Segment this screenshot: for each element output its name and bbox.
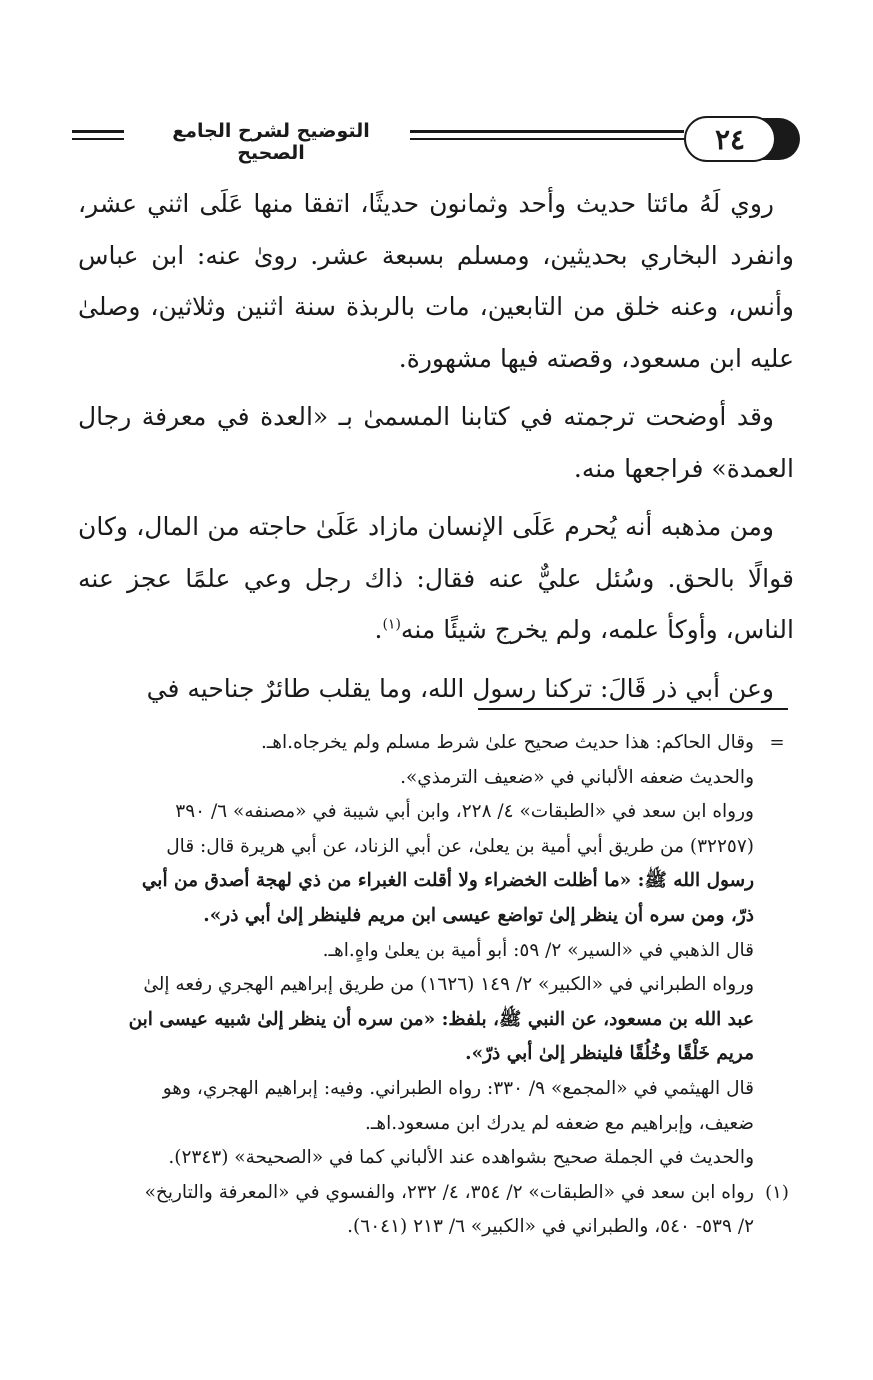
footnote-line: رسول الله ﷺ: «ما أظلت الخضراء ولا أقلت الغبراء من ذي لهجة أصدق من أبي (141, 870, 754, 892)
footnote-line: (٣٢٢٥٧) من طريق أبي أمية بن يعلىٰ، عن أبي الزناد، عن أبي هريرة قال: قال (166, 835, 754, 857)
footnote-line: ٢/ ٥٣٩- ٥٤٠، والطبراني في «الكبير» ٦/ ٢١٣ (٦٠٤١). (347, 1216, 754, 1238)
running-title: التوضيح لشرح الجامع الصحيح (132, 120, 410, 164)
continuation-marker: = (769, 732, 785, 753)
footnote-1-marker: (١) (765, 1181, 789, 1203)
paragraph-3-tail: . (374, 615, 383, 644)
footnote-line: عبد الله بن مسعود، عن النبي ﷺ، بلفظ: «من سره أن ينظر إلىٰ شبيه عيسى ابن (128, 1008, 754, 1030)
paragraph-1: روي لَهُ مائتا حديث وأحد وثمانون حديثًا، اتفقا منها عَلَى اثني عشر، وانفرد البخاري بحديثين، ومسلم بسبعة عشر. رویٰ عنه: ابن عباس وأنس، وعنه خلق من التابعين، مات بالربذة سنة اثنين وثلاثين، وصلىٰ عليه ابن مسعود، وقصته فيها مشهورة. (78, 189, 794, 373)
page-header (72, 116, 802, 162)
footnote-line: قال الهيثمي في «المجمع» ٩/ ٣٣٠: رواه الطبراني. وفيه: إبراهيم الهجري، وهو (162, 1077, 754, 1099)
header-rule-left-top (72, 130, 124, 133)
footnote-line: وقال الحاكم: هذا حديث صحيح علىٰ شرط مسلم ولم يخرجاه.اهـ. (260, 732, 754, 753)
paragraph-3 (78, 501, 794, 656)
footnote-line: ذرّ، ومن سره أن ينظر إلىٰ تواضع عيسى ابن مريم فلينظر إلىٰ أبي ذر». (203, 904, 754, 926)
footnotes (72, 726, 794, 1245)
footnote-separator (478, 708, 788, 710)
footnote-line: قال الذهبي في «السير» ٢/ ٥٩: أبو أمية بن يعلىٰ واهٍ.اهـ. (322, 939, 754, 961)
paragraph-4: وعن أبي ذر قَالَ: تركنا رسول الله، وما يقلب طائرٌ جناحيه في (146, 673, 774, 703)
footnote-continuation (72, 726, 794, 1176)
paragraph-2: وقد أوضحت ترجمته في كتابنا المسمىٰ بـ «العدة في معرفة رجال العمدة» فراجعها منه. (78, 402, 794, 483)
footnote-1 (72, 1176, 794, 1245)
header-rule-middle-bottom (402, 138, 684, 140)
header-rule-middle-top (402, 130, 684, 133)
footnote-line: ضعيف، وإبراهيم مع ضعفه لم يدرك ابن مسعود.اهـ. (365, 1112, 754, 1134)
footnote-reference-1[interactable]: (١) (382, 616, 401, 633)
paragraph-3-text: ومن مذهبه أنه يُحرم عَلَى الإنسان مازاد عَلَىٰ حاجته من المال، وكان قوالًا بالحق. وسُئل عليٌّ عنه فقال: ذاك رجل وعي علمًا عجز عنه الناس، وأوكأ علمه، ولم يخرج شيئًا منه (78, 512, 794, 644)
footnote-line: مريم خَلْقًا وخُلُقًا فلينظر إلىٰ أبي ذرّ». (465, 1043, 754, 1065)
footnote-line: ورواه ابن سعد في «الطبقات» ٤/ ٢٢٨، وابن أبي شيبة في «مصنفه» ٦/ ٣٩٠ (175, 801, 754, 823)
footnote-line: والحديث ضعفه الألباني في «ضعيف الترمذي». (400, 766, 754, 788)
footnote-line: رواه ابن سعد في «الطبقات» ٢/ ٣٥٤، ٤/ ٢٣٢، والفسوي في «المعرفة والتاريخ» (144, 1181, 754, 1203)
footnote-line: والحديث في الجملة صحيح بشواهده عند الألباني كما في «الصحيحة» (٢٣٤٣). (168, 1147, 754, 1169)
page-number: ٢٤ (684, 116, 776, 162)
footnote-line: ورواه الطبراني في «الكبير» ٢/ ١٤٩ (١٦٢٦) من طريق إبراهيم الهجري رفعه إلىٰ (143, 974, 754, 996)
header-rule-left-bottom (72, 138, 124, 140)
main-text (78, 178, 794, 721)
